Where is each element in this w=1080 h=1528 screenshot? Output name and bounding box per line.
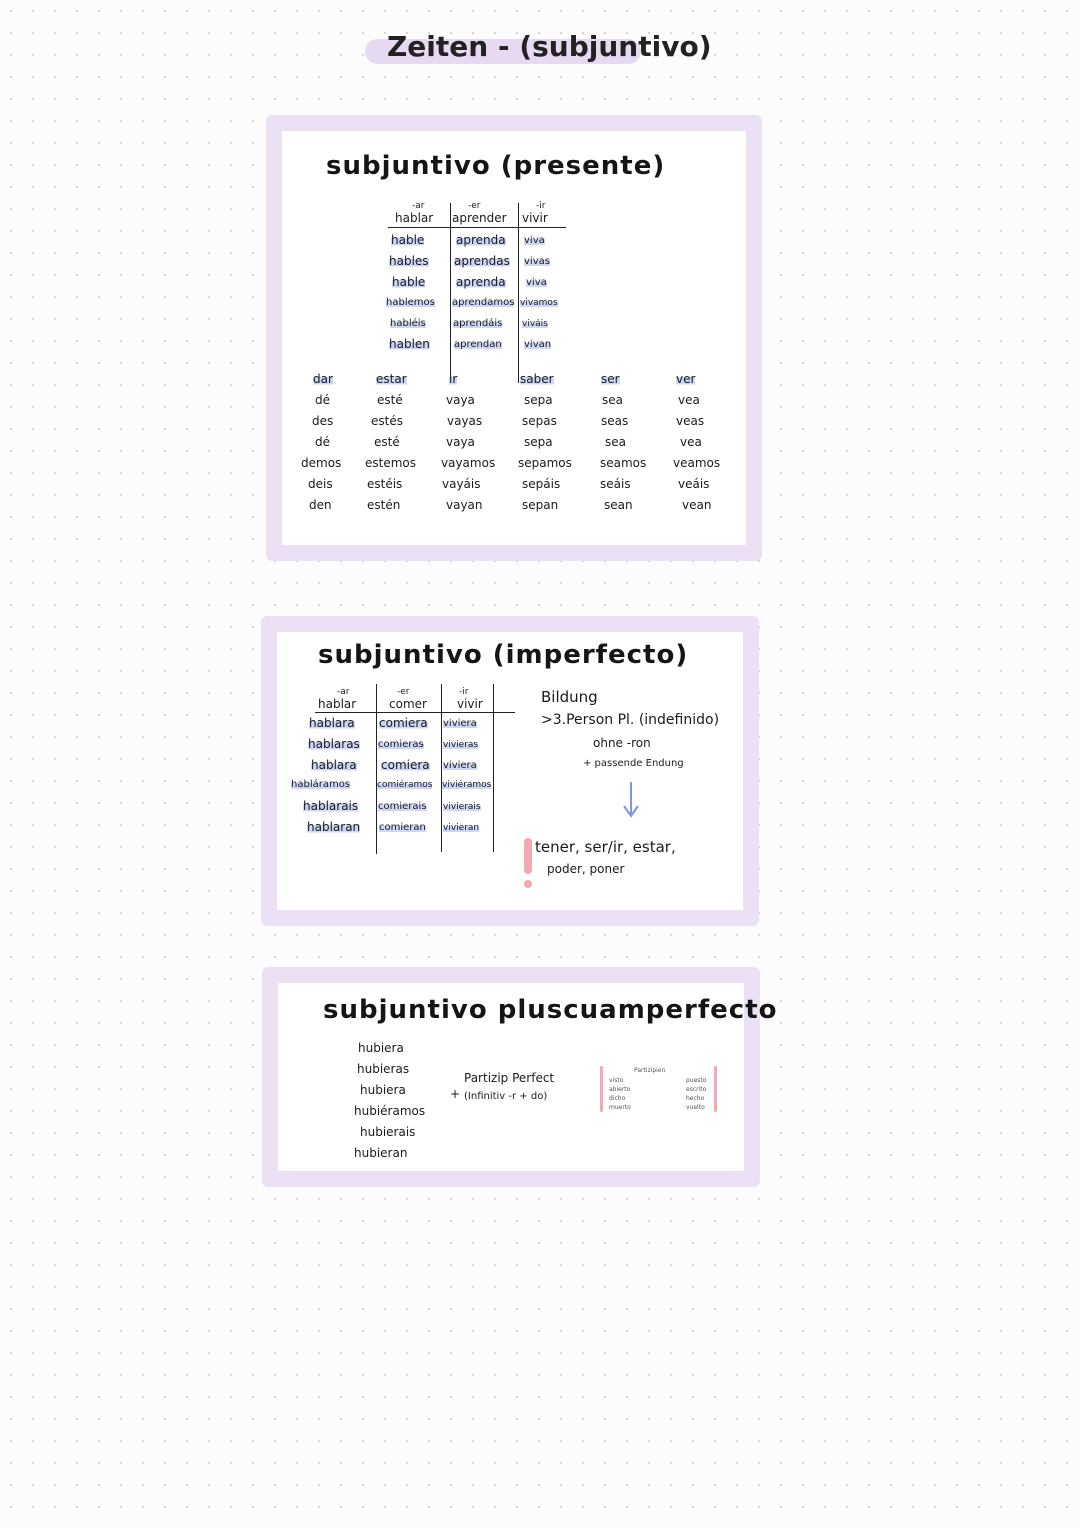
heading-pluscuamperfecto: subjuntivo pluscuamperfecto	[323, 995, 778, 1025]
formula-line: Partizip Perfect	[464, 1071, 555, 1085]
column-divider	[493, 684, 494, 852]
table-cell: hablaran	[307, 820, 361, 834]
right-bracket	[714, 1066, 717, 1112]
table-cell: comiéramos	[377, 780, 433, 790]
table-cell: vivas	[524, 256, 550, 267]
verb-form: veáis	[678, 477, 710, 491]
table-cell: hablarais	[303, 799, 359, 813]
table-cell: vivieran	[443, 823, 480, 833]
verb-form: dé	[315, 393, 330, 407]
table-cell: viviera	[443, 760, 477, 771]
card-imperfecto	[261, 616, 759, 926]
verb-form: sepáis	[522, 477, 561, 491]
irregular-verbs-line: poder, poner	[547, 862, 625, 876]
irregular-verb: ser	[601, 372, 620, 386]
verb-form: vayas	[447, 414, 483, 428]
table-cell: hable	[392, 275, 426, 289]
verb-form: estén	[367, 498, 401, 512]
bildung-line: >3.Person Pl. (indefinido)	[541, 712, 720, 728]
table-cell: aprendan	[454, 339, 502, 350]
verb-form: hubieras	[357, 1062, 410, 1076]
column-divider	[376, 684, 377, 854]
verb-form: estés	[371, 414, 403, 428]
irregular-verbs-line: tener, ser/ir, estar,	[535, 838, 676, 856]
irregular-verb: dar	[313, 372, 333, 386]
table-cell: hablaras	[308, 737, 360, 751]
bildung-label: Bildung	[541, 688, 598, 706]
bildung-line: + passende Endung	[583, 758, 684, 769]
verb-form: sea	[602, 393, 623, 407]
table-cell: comiera	[381, 758, 430, 772]
verb-form: hubiéramos	[354, 1104, 426, 1118]
table-cell: viviera	[443, 718, 477, 729]
participle: puesto	[686, 1077, 707, 1084]
page-title-block	[365, 28, 712, 72]
table-cell: viváis	[522, 319, 548, 329]
verb-form: deis	[308, 477, 333, 491]
verb-form: sepa	[524, 393, 553, 407]
verb-form: sepas	[522, 414, 557, 428]
irregular-verb: ver	[676, 372, 696, 386]
card-presente	[266, 115, 762, 561]
table-cell: vivierais	[443, 802, 481, 812]
ending-ar: -ar	[337, 687, 350, 697]
plus-sign: +	[450, 1087, 461, 1101]
verb-form: esté	[374, 435, 400, 449]
verb-form: hubiera	[360, 1083, 406, 1097]
verb-form: vea	[678, 393, 700, 407]
page-title: Zeiten - (subjuntivo)	[387, 30, 712, 63]
table-cell: aprenda	[456, 275, 506, 289]
exclamation-icon	[521, 836, 535, 890]
formula-line: (Infinitiv -r + do)	[464, 1091, 548, 1102]
verb-form: vayamos	[441, 456, 496, 470]
table-cell: vivamos	[520, 298, 558, 308]
participle: abierto	[609, 1086, 631, 1093]
verb-form: seáis	[600, 477, 631, 491]
header-hablar: hablar	[318, 697, 357, 711]
ending-er: -er	[468, 201, 481, 211]
irregular-verb: estar	[376, 372, 407, 386]
verb-form: veas	[676, 414, 705, 428]
down-arrow-icon	[619, 780, 643, 822]
verb-form: vayan	[446, 498, 483, 512]
verb-form: hubiera	[358, 1041, 404, 1055]
verb-form: des	[312, 414, 334, 428]
participle: visto	[609, 1077, 624, 1084]
table-cell: vivieras	[443, 740, 479, 750]
verb-form: sepamos	[518, 456, 572, 470]
verb-form: sepan	[522, 498, 559, 512]
header-aprender: aprender	[452, 211, 507, 225]
verb-form: vayáis	[442, 477, 481, 491]
header-rule	[315, 712, 515, 713]
verb-form: den	[309, 498, 332, 512]
table-cell: aprendas	[454, 254, 510, 268]
ending-ar: -ar	[412, 201, 425, 211]
table-cell: viviéramos	[442, 780, 492, 790]
table-cell: aprenda	[456, 233, 506, 247]
participle: muerto	[609, 1104, 631, 1111]
table-cell: aprendáis	[453, 318, 503, 329]
verb-form: sean	[604, 498, 633, 512]
table-cell: comieras	[378, 739, 424, 750]
column-divider	[518, 203, 519, 383]
participle: hecho	[686, 1095, 705, 1102]
heading-presente: subjuntivo (presente)	[326, 151, 666, 181]
left-bracket	[600, 1066, 603, 1112]
header-rule	[388, 227, 566, 228]
header-hablar: hablar	[395, 211, 434, 225]
card-pluscuamperfecto	[262, 967, 778, 1187]
verb-form: dé	[315, 435, 330, 449]
verb-form: seamos	[600, 456, 647, 470]
column-divider	[450, 203, 451, 377]
verb-form: sea	[605, 435, 626, 449]
verb-form: sepa	[524, 435, 553, 449]
table-cell: hable	[391, 233, 425, 247]
verb-form: seas	[601, 414, 629, 428]
table-cell: hables	[389, 254, 429, 268]
participles-label: Partizipien	[634, 1067, 666, 1074]
table-cell: vivan	[524, 339, 552, 350]
table-cell: comierais	[378, 801, 427, 812]
verb-form: vea	[680, 435, 702, 449]
verb-form: estéis	[367, 477, 403, 491]
table-cell: hablara	[311, 758, 357, 772]
heading-imperfecto: subjuntivo (imperfecto)	[318, 640, 689, 670]
table-cell: hablemos	[386, 297, 435, 308]
header-comer: comer	[389, 697, 427, 711]
participle: escrito	[686, 1086, 707, 1093]
ending-ir: -ir	[536, 201, 546, 211]
participle: vuelto	[686, 1104, 705, 1111]
verb-form: estemos	[365, 456, 417, 470]
verb-form: hubieran	[354, 1146, 408, 1160]
header-vivir: vivir	[522, 211, 548, 225]
verb-form: vean	[682, 498, 712, 512]
table-cell: viva	[524, 235, 545, 246]
irregular-verb: ir	[449, 372, 458, 386]
table-cell: habláramos	[291, 779, 351, 790]
verb-form: demos	[301, 456, 342, 470]
participle: dicho	[609, 1095, 626, 1102]
header-vivir: vivir	[457, 697, 483, 711]
verb-form: vaya	[446, 435, 475, 449]
ending-ir: -ir	[459, 687, 469, 697]
table-cell: comieran	[379, 822, 426, 833]
irregular-verb: saber	[520, 372, 554, 386]
table-cell: hablara	[309, 716, 355, 730]
ending-er: -er	[397, 687, 410, 697]
table-cell: aprendamos	[452, 297, 515, 308]
verb-form: vaya	[446, 393, 475, 407]
table-cell: viva	[526, 277, 547, 288]
bildung-line: ohne -ron	[593, 736, 651, 750]
table-cell: habléis	[390, 318, 426, 329]
table-cell: comiera	[379, 716, 428, 730]
verb-form: veamos	[673, 456, 721, 470]
verb-form: hubierais	[360, 1125, 416, 1139]
verb-form: esté	[377, 393, 403, 407]
table-cell: hablen	[389, 337, 430, 351]
